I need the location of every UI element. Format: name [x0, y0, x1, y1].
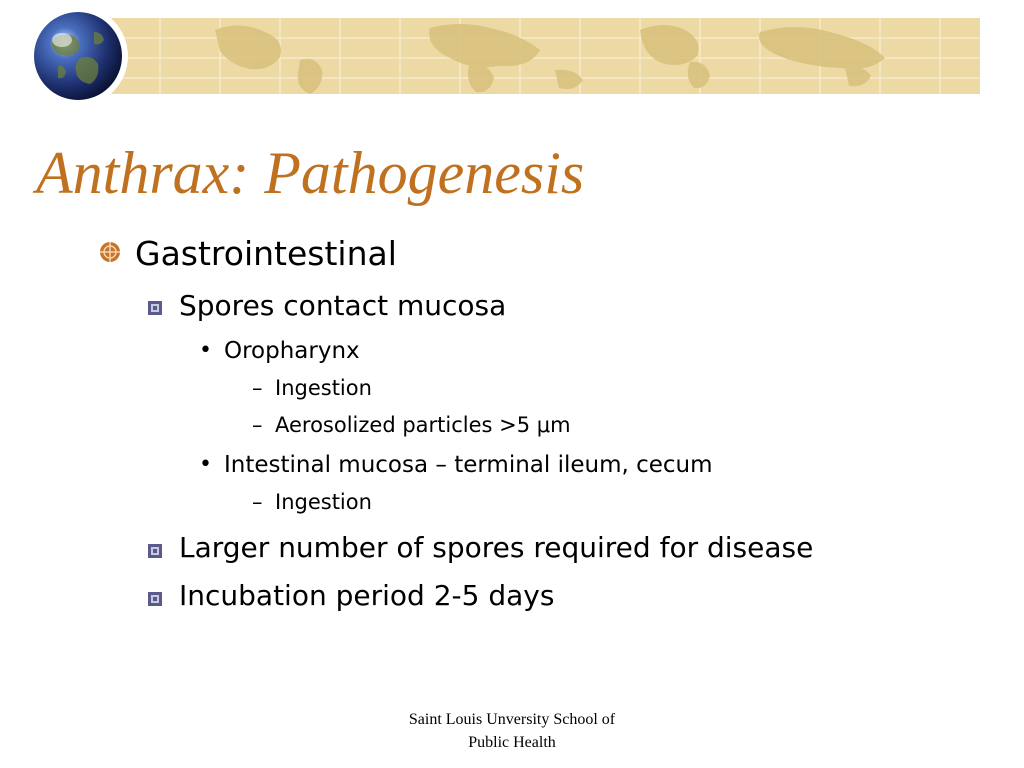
world-map-strip — [112, 18, 980, 94]
bullet-incubation-period: Incubation period 2-5 days — [179, 579, 555, 612]
orange-crosshair-bullet-icon — [98, 240, 122, 264]
footer-line-2: Public Health — [468, 734, 556, 751]
blue-square-bullet-icon — [147, 543, 163, 559]
bullet-spores-contact-mucosa: Spores contact mucosa — [179, 289, 507, 322]
dash-bullet-marker: – — [252, 490, 263, 514]
bullet-oropharynx: Oropharynx — [224, 338, 360, 364]
header-banner — [0, 0, 1024, 110]
bullet-gastrointestinal: Gastrointestinal — [135, 234, 397, 273]
dash-bullet-marker: – — [252, 413, 263, 437]
dash-bullet-marker: – — [252, 376, 263, 400]
bullet-aerosolized-particles: Aerosolized particles >5 μm — [275, 413, 571, 437]
slide-title: Anthrax: Pathogenesis — [36, 140, 585, 206]
bullet-ingestion-intestinal: Ingestion — [275, 490, 372, 514]
footer-institution — [362, 708, 662, 754]
dot-bullet-marker: • — [199, 452, 212, 477]
globe-icon — [34, 12, 122, 100]
blue-square-bullet-icon — [147, 300, 163, 316]
bullet-larger-number-spores: Larger number of spores required for disease — [179, 531, 814, 564]
dot-bullet-marker: • — [199, 338, 212, 363]
footer-line-1: Saint Louis Unversity School of — [408, 711, 616, 728]
bullet-intestinal-mucosa: Intestinal mucosa – terminal ileum, cecum — [224, 452, 713, 478]
blue-square-bullet-icon — [147, 591, 163, 607]
bullet-ingestion-oropharynx: Ingestion — [275, 376, 372, 400]
